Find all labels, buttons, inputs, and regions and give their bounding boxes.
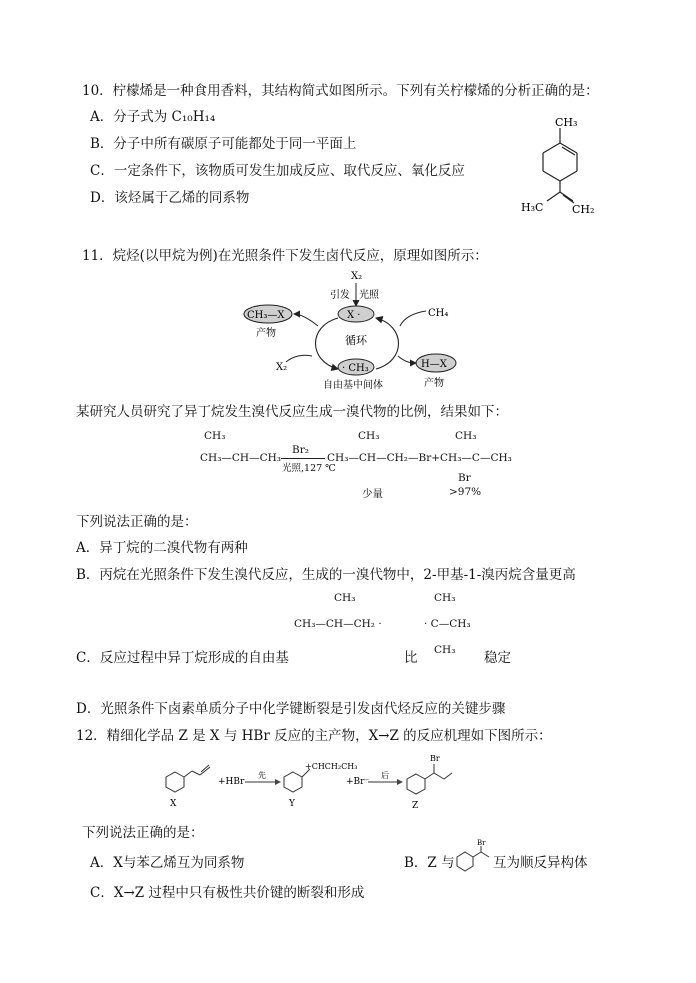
cycle-hx-product: H—X	[421, 359, 447, 370]
q11-ask: 下列说法正确的是：	[76, 514, 198, 530]
mech-br-minus: +Br⁻	[346, 777, 370, 787]
reaction-product2-br: Br	[458, 472, 471, 484]
radical1-ch3: CH₃	[334, 592, 356, 604]
q12-option-b-structure	[453, 838, 493, 872]
q11-option-c: C．反应过程中异丁烷形成的自由基	[76, 650, 289, 666]
mech-x-label: X	[170, 799, 177, 809]
q12-option-b-post: 互为顺反异构体	[493, 855, 588, 871]
mech-y-label: Y	[289, 799, 295, 809]
q10-option-b: B．分子中所有碳原子可能都处于同一平面上	[90, 136, 357, 152]
reaction-major-label: >97%	[449, 486, 482, 498]
reaction-reactant: CH₃—CH—CH₃	[200, 452, 281, 464]
cycle-light-label: 光照	[359, 290, 379, 301]
mech-after-label: 后	[381, 771, 389, 780]
reaction-minor-label: 少量	[362, 488, 383, 500]
q10-option-d: D．该烃属于乙烯的同系物	[90, 190, 250, 206]
halogenation-cycle-diagram	[238, 266, 478, 396]
q11-option-c-stable: 稳定	[484, 650, 511, 666]
q10-stem: 10．柠檬烯是一种食用香料，其结构简式如图所示。下列有关柠檬烯的分析正确的是：	[82, 83, 599, 99]
mech-y-group: +CHCH₂CH₃	[305, 762, 358, 771]
q11-intro: 某研究人员研究了异丁烷发生溴代反应生成一溴代物的比例，结果如下：	[76, 404, 508, 420]
q10-option-c: C．一定条件下，该物质可发生加成反应、取代反应、氧化反应	[90, 163, 465, 179]
cycle-product-right-label: 产物	[424, 378, 444, 389]
q12-option-b-pre: B．Z 与	[404, 855, 455, 871]
reaction-condition: 光照,127 ℃	[282, 463, 336, 474]
limonene-structure	[515, 108, 605, 218]
limonene-ch3-label: CH₃	[555, 116, 578, 129]
cycle-intermediate-label: 自由基中间体	[323, 380, 383, 391]
mech-z-br: Br	[430, 754, 440, 763]
cycle-ch4-input: CH₄	[428, 308, 449, 319]
reaction-product1-ch3: CH₃	[358, 430, 380, 442]
reaction-products: CH₃—CH—CH₂—Br+CH₃—C—CH₃	[327, 452, 512, 464]
reaction-arrow	[281, 458, 325, 459]
radical2-ch3-top: CH₃	[434, 592, 456, 604]
mech-hbr: +HBr	[218, 777, 245, 787]
radical2: · C—CH₃	[424, 618, 471, 630]
limonene-h3c-label: H₃C	[521, 201, 544, 214]
q11-option-c-than: 比	[404, 650, 418, 666]
cycle-initiate-label: 引发	[330, 290, 350, 301]
q11-option-d: D．光照条件下卤素单质分子中化学键断裂是引发卤代烃反应的关键步骤	[76, 701, 506, 717]
cycle-x2-left: X₂	[276, 362, 288, 373]
q11-option-b: B．丙烷在光照条件下发生溴代反应，生成的一溴代物中，2-甲基-1-溴丙烷含量更高	[76, 567, 576, 583]
mech-first-label: 先	[258, 771, 266, 780]
q10-option-a: A．分子式为 C₁₀H₁₄	[90, 109, 216, 125]
radical1: CH₃—CH—CH₂ ·	[294, 618, 382, 630]
reaction-product2-ch3: CH₃	[455, 430, 477, 442]
cycle-ch3x-product: CH₃—X	[247, 310, 285, 321]
mech-z-label: Z	[412, 801, 419, 810]
q11-option-a: A．异丁烷的二溴代物有两种	[76, 540, 248, 556]
cycle-x2-top: X₂	[351, 271, 363, 282]
radical2-ch3-bottom: CH₃	[434, 644, 456, 656]
limonene-ch2-label: CH₂	[572, 203, 595, 216]
q12-option-c: C．X→Z 过程中只有极性共价键的断裂和形成	[90, 885, 365, 901]
reaction-reactant-ch3: CH₃	[204, 430, 226, 442]
cycle-product-left-label: 产物	[256, 328, 276, 339]
q12-option-a: A．X与苯乙烯互为同系物	[90, 855, 245, 871]
cycle-x-radical: X ·	[347, 310, 361, 321]
q12-stem: 12．精细化学品 Z 是 X 与 HBr 反应的主产物，X→Z 的反应机理如下图所示：	[76, 728, 552, 744]
q11-stem: 11．烷烃(以甲烷为例)在光照条件下发生卤代反应，原理如图所示：	[82, 248, 488, 264]
q12-mechanism-diagram	[150, 752, 480, 810]
cycle-ch3-radical: · CH₃	[342, 363, 369, 374]
cycle-loop-label: 循环	[345, 334, 367, 347]
q12-ask: 下列说法正确的是：	[82, 825, 204, 841]
q12-option-b-br: Br	[477, 839, 486, 847]
reaction-reagent: Br₂	[292, 444, 309, 456]
